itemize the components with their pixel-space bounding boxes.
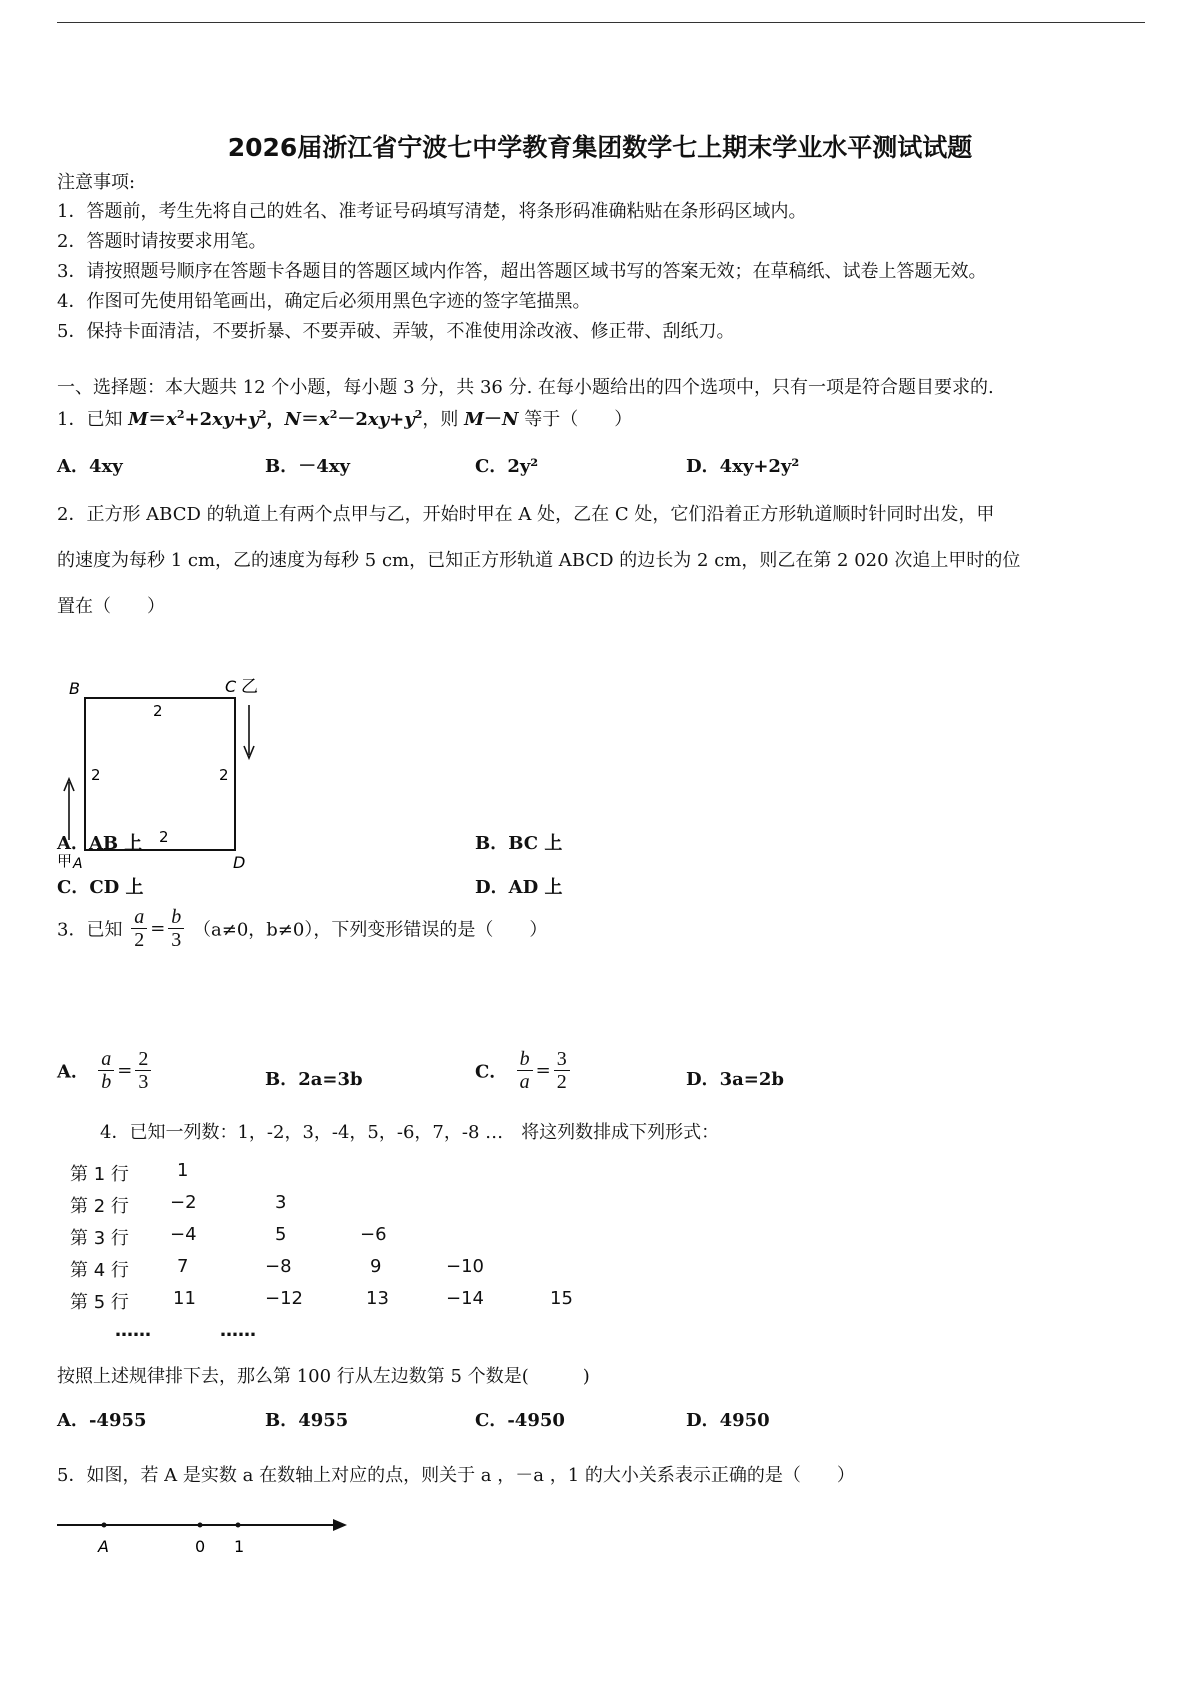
row-value: 1 [177,1160,189,1181]
ellipsis: …… [115,1320,151,1341]
q4-option-a: A．-4955 [57,1410,147,1431]
q2-option-d: D．AD 上 [475,877,563,898]
label-jia: 甲 [57,852,73,870]
label-a: A [73,856,83,870]
row-value: 13 [366,1288,389,1309]
header-rule [57,22,1145,23]
point-zero-dot [198,1523,203,1528]
side-left: 2 [91,766,101,784]
section-heading: 一、选择题：本大题共 12 个小题，每小题 3 分，共 36 分. 在每小题给出的四个选项中，只有一项是符合题目要求的. [57,377,994,398]
q2-option-a: A．AB 上 [57,833,143,854]
label-yi: 乙 [241,677,258,697]
row-value: 11 [173,1288,196,1309]
notice-item-3: 3．请按照题号顺序在答题卡各题目的答题区域内作答，超出答题区域书写的答案无效；在草稿纸、试卷上答题无效。 [57,261,987,282]
row-value: −14 [446,1288,484,1309]
q3-option-b: B．2a=3b [265,1069,363,1090]
label-d: D [233,853,246,870]
q1-option-b: B．－4xy [265,456,350,477]
question-5: 5．如图，若 A 是实数 a 在数轴上对应的点，则关于 a ，－a ，1 的大小关系表示正确的是（ ） [57,1465,855,1486]
row-value: −2 [170,1192,197,1213]
q1-option-c: C．2y² [475,456,539,477]
row-label: 第 1 行 [70,1164,129,1185]
q4-option-d: D．4950 [686,1410,770,1431]
notice-item-1: 1．答题前，考生先将自己的姓名、准考证号码填写清楚，将条形码准确粘贴在条形码区域内。 [57,201,807,222]
ellipsis: …… [220,1320,256,1341]
question-4-prompt: 按照上述规律排下去，那么第 100 行从左边数第 5 个数是( ) [57,1366,590,1387]
side-bottom: 2 [159,828,169,846]
row-value: 3 [275,1192,287,1213]
row-value: 7 [177,1256,189,1277]
q4-option-c: C．-4950 [475,1410,565,1431]
label-b: B [69,679,80,698]
row-value: −6 [360,1224,387,1245]
question-2-line-2: 的速度为每秒 1 cm，乙的速度为每秒 5 cm，已知正方形轨道 ABCD 的边长为 2 cm，则乙在第 2 020 次追上甲时的位 [57,550,1021,571]
row-value: −4 [170,1224,197,1245]
q1-option-a: A．4xy [57,456,123,477]
q3-option-c: C． $\frac{b}{a}$ = $\frac{3}{2}$ [475,1048,573,1093]
row-label: 第 4 行 [70,1260,129,1281]
notice-item-4: 4．作图可先使用铅笔画出，确定后必须用黑色字迹的签字笔描黑。 [57,291,591,312]
side-top: 2 [153,702,163,720]
point-a-label: A [98,1537,109,1556]
q1-option-d: D．4xy+2y² [686,456,800,477]
row-value: −12 [265,1288,303,1309]
point-zero-label: 0 [195,1537,206,1556]
point-a-dot [102,1523,107,1528]
row-value: −10 [446,1256,484,1277]
axis-arrow-icon [333,1519,347,1531]
question-1: 1．已知 $M=x^2+2xy+y^2$，$N=x^2-2xy+y^2$，则 M－N 等于（ ） [57,408,633,430]
row-value: 9 [370,1256,382,1277]
q3-option-a: A． $\frac{a}{b}$ = $\frac{2}{3}$ [57,1048,154,1093]
row-value: 5 [275,1224,287,1245]
row-label: 第 5 行 [70,1292,129,1313]
q2-option-b: B．BC 上 [475,833,563,854]
number-line-figure [55,1510,355,1570]
arrow-down-icon [244,705,254,758]
q3-option-d: D．3a=2b [686,1069,784,1090]
q4-option-b: B．4955 [265,1410,349,1431]
question-3: 3．已知 $\frac{a}{2}$ = $\frac{b}{3}$ （a≠0，b≠0），下列变形错误的是（ ） [57,906,548,951]
row-label: 第 3 行 [70,1228,129,1249]
row-label: 第 2 行 [70,1196,129,1217]
notice-heading: 注意事项: [57,172,136,193]
notice-item-5: 5．保持卡面清洁，不要折暴、不要弄破、弄皱，不准使用涂改液、修正带、刮纸刀。 [57,321,735,342]
page-title: 2026届浙江省宁波七中学教育集团数学七上期末学业水平测试试题 [227,133,973,162]
question-2-line-3: 置在（ ） [57,596,165,617]
q2-option-c: C．CD 上 [57,877,144,898]
point-one-dot [236,1523,241,1528]
point-one-label: 1 [234,1537,245,1556]
side-right: 2 [219,766,229,784]
given-fraction-left: $\frac{a}{2}$ [131,906,147,951]
question-4: 4．已知一列数：1，-2，3，-4，5，-6，7，-8 … 将这列数排成下列形式： [100,1122,720,1143]
label-c: C [225,677,237,696]
notice-item-2: 2．答题时请按要求用笔。 [57,231,267,252]
row-value: −8 [265,1256,292,1277]
question-2-line-1: 2．正方形 ABCD 的轨道上有两个点甲与乙，开始时甲在 A 处，乙在 C 处，它们沿着正方形轨道顺时针同时出发，甲 [57,504,995,525]
row-value: 15 [550,1288,573,1309]
given-fraction-right: $\frac{b}{3}$ [168,906,184,951]
